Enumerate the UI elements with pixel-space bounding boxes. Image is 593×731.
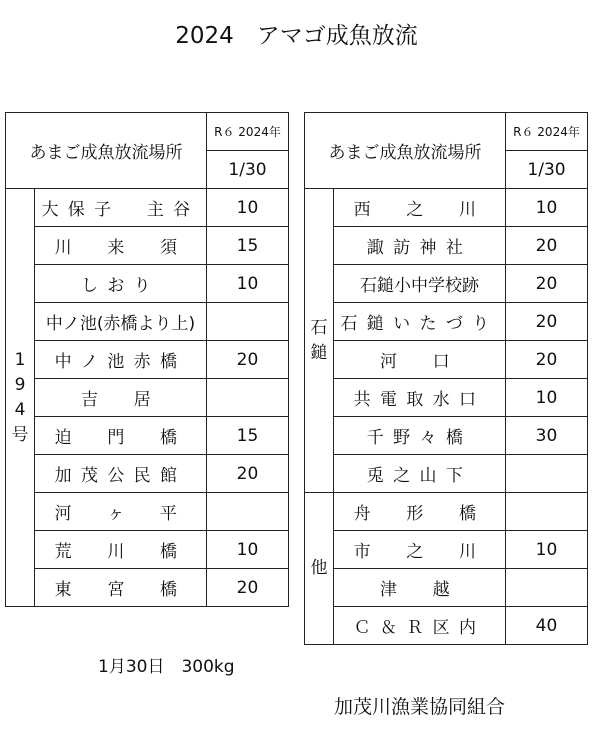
value-cell: 10: [506, 531, 588, 569]
value-cell: 40: [506, 607, 588, 645]
location-cell: 千野々橋: [334, 417, 506, 455]
location-cell: 西 之 川: [334, 189, 506, 227]
value-cell: 15: [207, 227, 289, 265]
value-cell: 10: [207, 265, 289, 303]
value-cell: [506, 455, 588, 493]
group-label-ishizuchi: [305, 189, 334, 493]
value-cell: [207, 379, 289, 417]
value-cell: 20: [506, 227, 588, 265]
location-cell: 共電取水口: [334, 379, 506, 417]
location-cell: 石鎚小中学校跡: [334, 265, 506, 303]
location-cell: 川 来 須: [35, 227, 207, 265]
location-cell: 河 口: [334, 341, 506, 379]
group-label-text: 石 鎚: [310, 317, 328, 363]
value-cell: [506, 569, 588, 607]
header-year: R６ 2024年: [207, 113, 289, 151]
value-cell: 20: [506, 303, 588, 341]
value-cell: [207, 303, 289, 341]
value-cell: [506, 493, 588, 531]
release-note: 1月30日 300kg: [98, 657, 235, 677]
header-location: あまご成魚放流場所: [6, 113, 207, 189]
location-cell: Ｃ＆Ｒ区内: [334, 607, 506, 645]
location-cell: 加茂公民館: [35, 455, 207, 493]
value-cell: 20: [207, 341, 289, 379]
value-cell: 10: [506, 189, 588, 227]
location-cell: 津 越: [334, 569, 506, 607]
location-cell: 諏訪神社: [334, 227, 506, 265]
location-cell: 石鎚いたづり: [334, 303, 506, 341]
header-date: 1/30: [506, 151, 588, 189]
value-cell: [207, 493, 289, 531]
group-label-other: [305, 493, 334, 645]
value-cell: 10: [506, 379, 588, 417]
location-cell: 市 之 川: [334, 531, 506, 569]
location-cell: 荒 川 橋: [35, 531, 207, 569]
value-cell: 20: [506, 265, 588, 303]
location-cell: 東 宮 橋: [35, 569, 207, 607]
header-year: R６ 2024年: [506, 113, 588, 151]
location-cell: 舟 形 橋: [334, 493, 506, 531]
location-cell: 吉 居: [35, 379, 207, 417]
value-cell: 30: [506, 417, 588, 455]
organization-name: 加茂川漁業協同組合: [334, 696, 506, 718]
right-release-table: [304, 112, 588, 645]
value-cell: 15: [207, 417, 289, 455]
location-cell: 大保子 主谷: [35, 189, 207, 227]
value-cell: 10: [207, 189, 289, 227]
value-cell: 20: [506, 341, 588, 379]
value-cell: 10: [207, 531, 289, 569]
group-label-text: 1 9 4 号: [11, 349, 29, 445]
group-label-194: [6, 189, 35, 607]
location-cell: 河 ヶ 平: [35, 493, 207, 531]
header-date: 1/30: [207, 151, 289, 189]
location-cell: 中ノ池赤橋: [35, 341, 207, 379]
header-location: あまご成魚放流場所: [305, 113, 506, 189]
group-label-text: 他: [310, 558, 328, 578]
location-cell: 兎之山下: [334, 455, 506, 493]
value-cell: 20: [207, 455, 289, 493]
location-cell: しおり: [35, 265, 207, 303]
value-cell: 20: [207, 569, 289, 607]
page-title: 2024 アマゴ成魚放流: [175, 23, 418, 49]
location-cell: 中ノ池(赤橋より上): [35, 303, 207, 341]
left-release-table: [5, 112, 289, 607]
location-cell: 迫 門 橋: [35, 417, 207, 455]
